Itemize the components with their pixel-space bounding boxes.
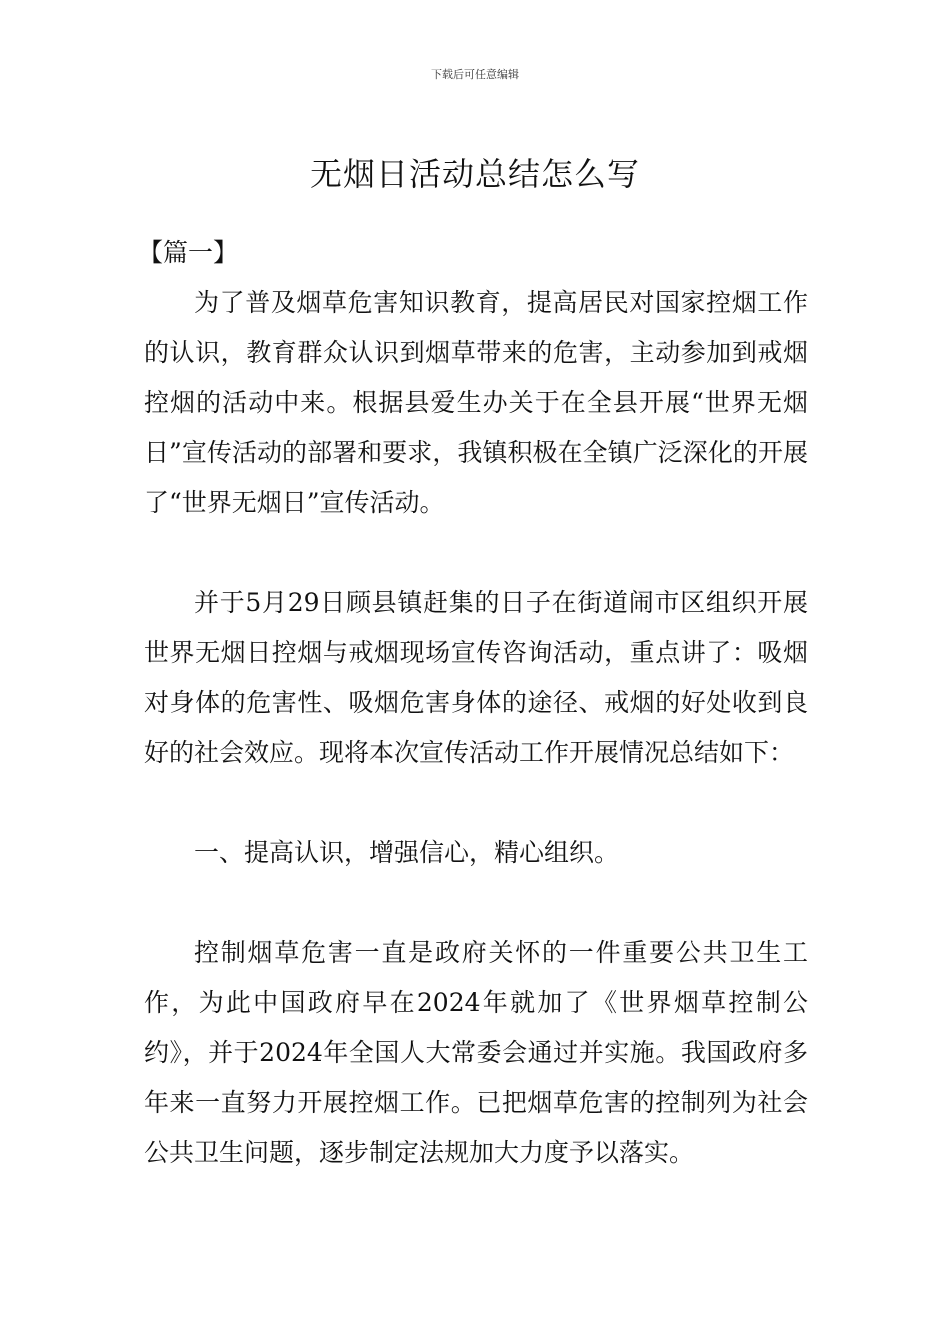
paragraph-event: 并于5月29日顾县镇赶集的日子在街道闹市区组织开展世界无烟日控烟与戒烟现场宣传咨询活动，重点讲了：吸烟对身体的危害性、吸烟危害身体的途径、戒烟的好处收到良好的社会效应。现将本次宣传活动工作开展情况总结如下： — [144, 588, 808, 767]
paragraph-spacer — [144, 778, 808, 828]
paragraph-spacer — [144, 528, 808, 578]
document-title: 无烟日活动总结怎么写 — [309, 155, 640, 194]
paragraph-spacer — [144, 878, 808, 928]
section-label: 【篇一】 — [138, 238, 239, 267]
header-note: 下载后可任意编辑 — [431, 68, 519, 81]
document-body — [138, 228, 808, 1178]
paragraph-policy: 控制烟草危害一直是政府关怀的一件重要公共卫生工作，为此中国政府早在2024年就加了《世界烟草控制公约》，并于2024年全国人大常委会通过并实施。我国政府多年来一直努力开展控烟工作。已把烟草危害的控制列为社会公共卫生问题，逐步制定法规加大力度予以落实。 — [144, 938, 808, 1167]
section-heading-1: 一、提高认识，增强信心，精心组织。 — [194, 838, 620, 867]
paragraph-intro: 为了普及烟草危害知识教育，提高居民对国家控烟工作的认识，教育群众认识到烟草带来的危害，主动参加到戒烟控烟的活动中来。根据县爱生办关于在全县开展“世界无烟日”宣传活动的部署和要求，我镇积极在全镇广泛深化的开展了“世界无烟日”宣传活动。 — [144, 288, 808, 517]
